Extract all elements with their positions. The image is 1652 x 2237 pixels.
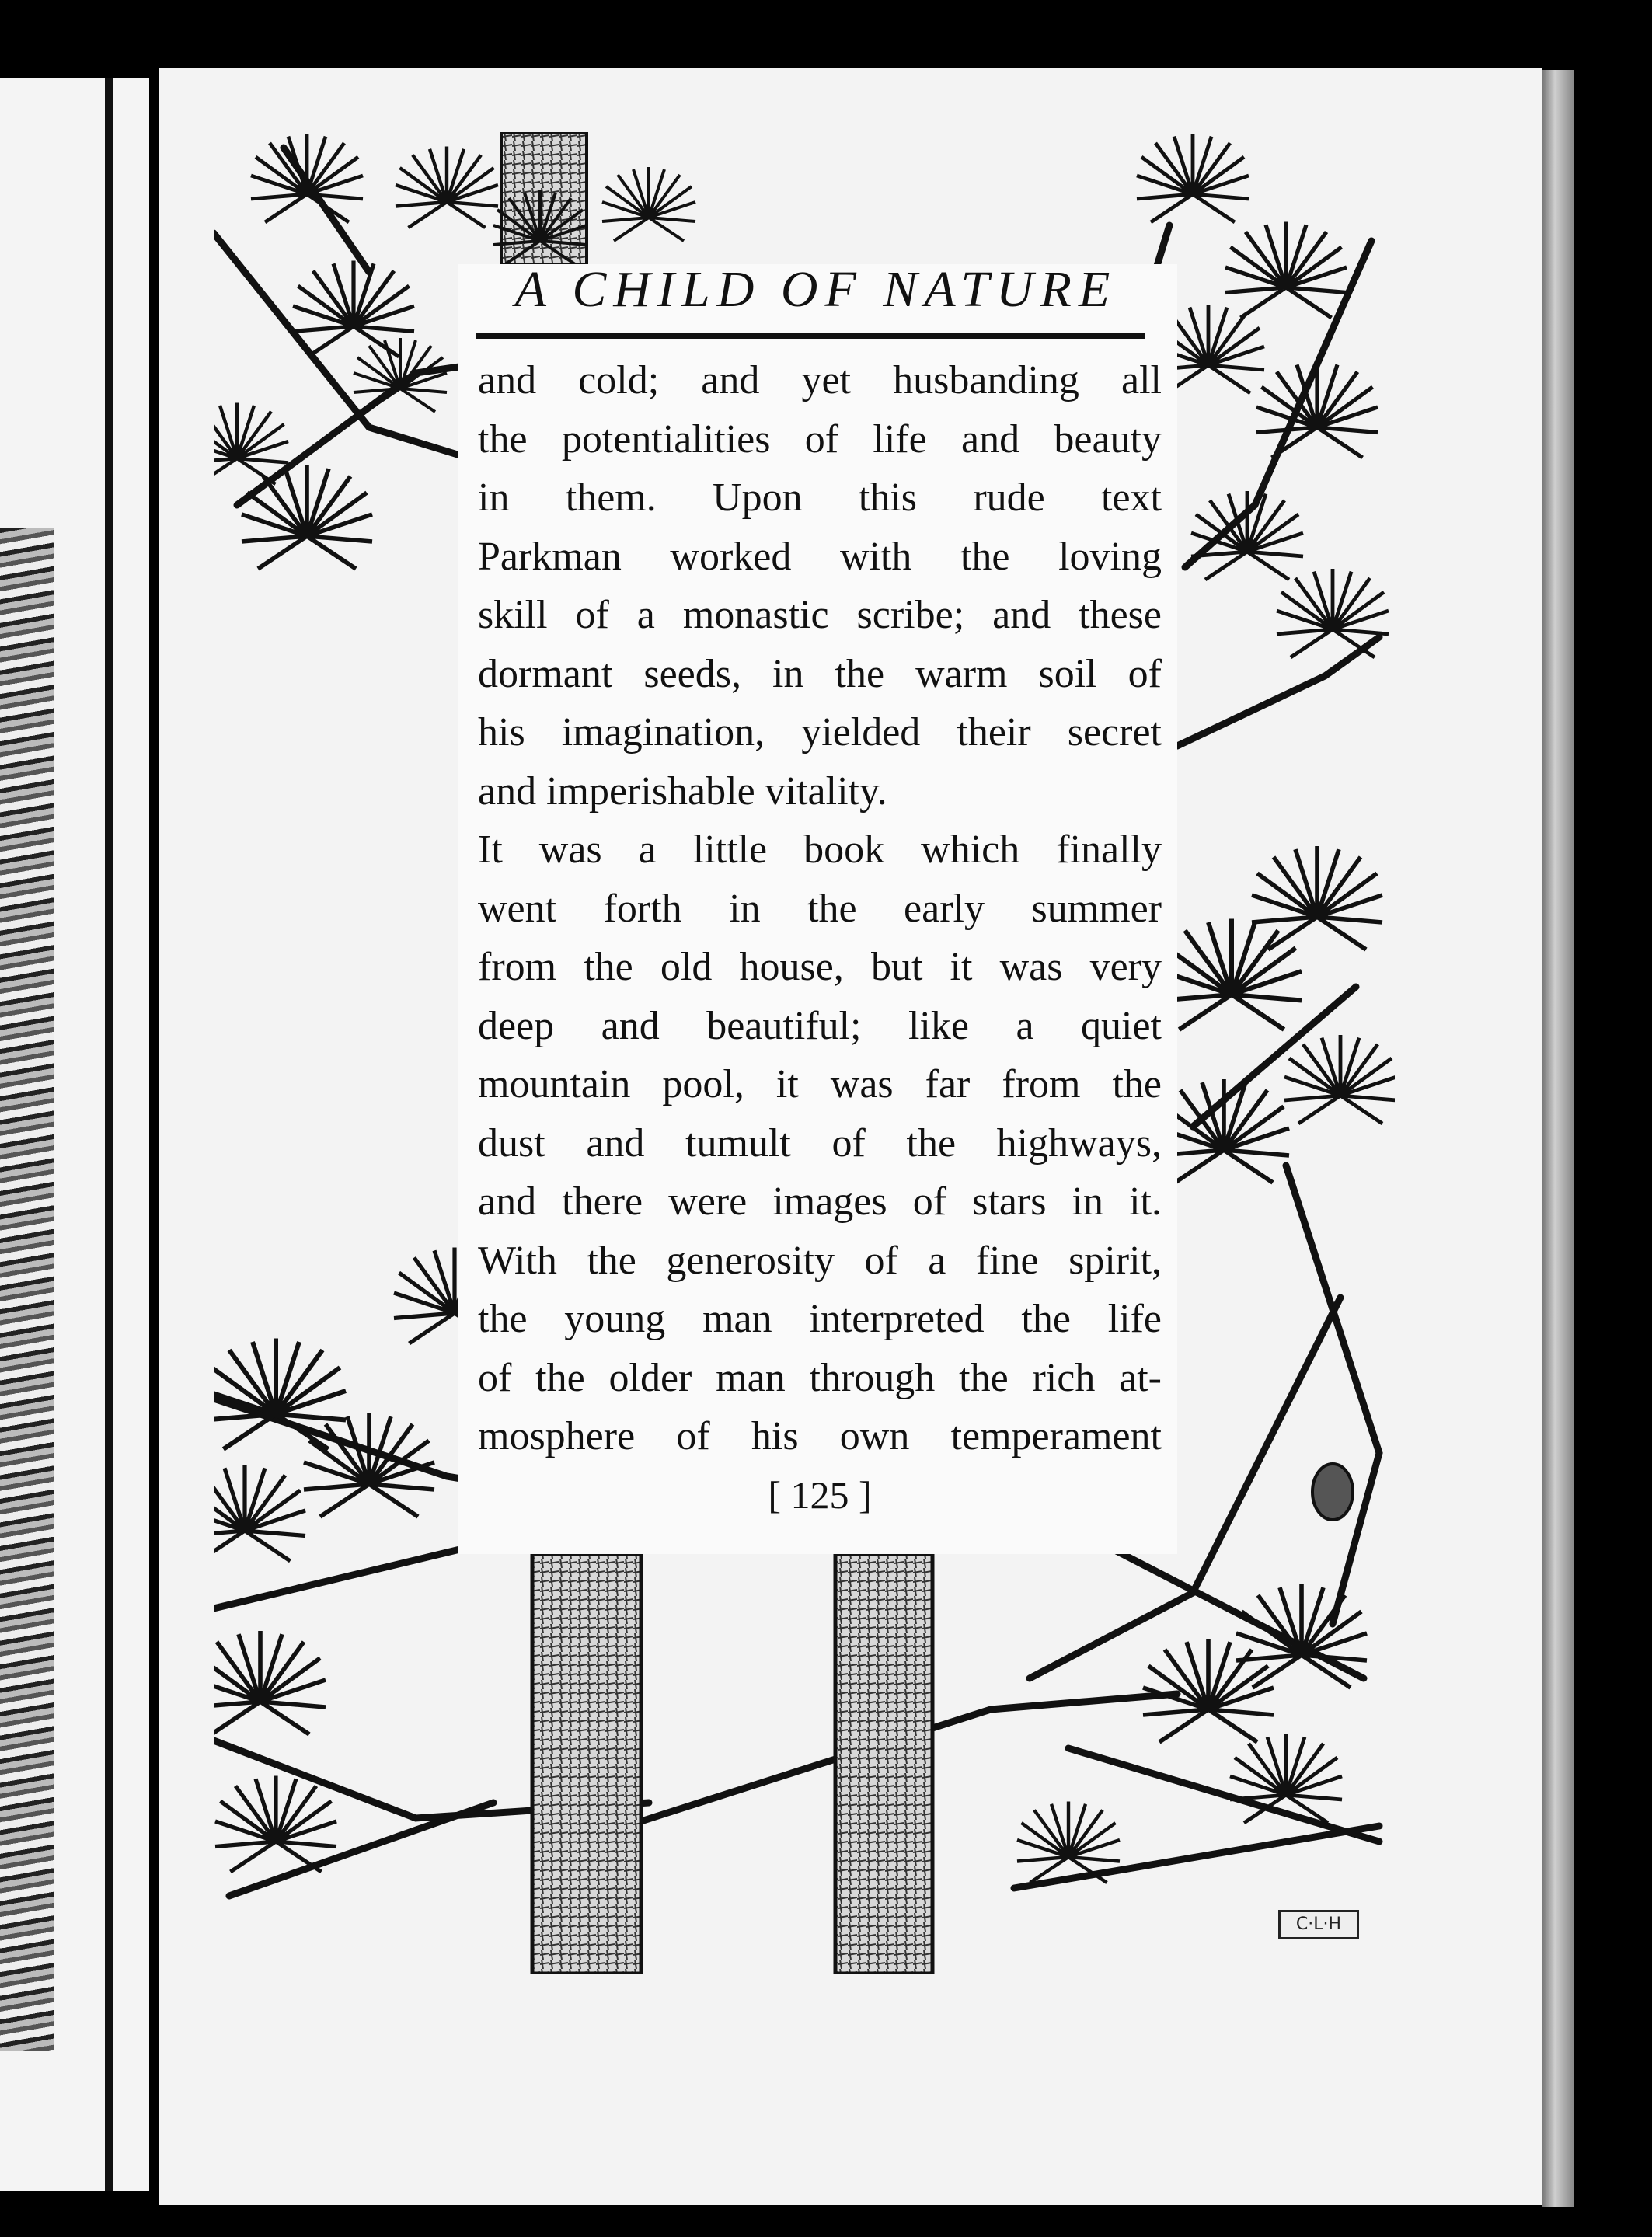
text-line: went forth in the early summer [478, 886, 1162, 931]
text-line: dormant seeds, in the warm soil of [478, 651, 1162, 696]
text-line: and cold; and yet husbanding all [478, 358, 1162, 402]
text-line: his imagination, yielded their secret [478, 710, 1162, 754]
text-line: the potentialities of life and beauty [478, 416, 1162, 462]
running-head: A CHILD OF NATURE [514, 261, 1117, 318]
text-line: mountain pool, it was far from the [478, 1062, 1162, 1106]
page-edge [1542, 70, 1574, 2207]
running-head-rule [476, 333, 1145, 339]
text-line: deep and beautiful; like a quiet [478, 1003, 1162, 1048]
pine-cone [1312, 1464, 1353, 1520]
text-line: mosphere of his own temperament [478, 1414, 1162, 1458]
text-line: Parkman worked with the loving [478, 534, 1162, 579]
text-line: dust and tumult of the highways, [478, 1120, 1162, 1166]
text-line: and there were images of stars in it. [478, 1179, 1162, 1224]
page-number: [ 125 ] [768, 1473, 872, 1517]
illustrator-monogram: C·L·H [1278, 1910, 1359, 1939]
text-line: in them. Upon this rude text [478, 476, 1162, 520]
left-page-illustration-edge [0, 528, 54, 2051]
text-line: With the generosity of a fine spirit, [478, 1238, 1162, 1283]
left-page [0, 78, 149, 2191]
book-gutter [105, 78, 113, 2191]
text-line: the young man interpreted the life [478, 1297, 1162, 1341]
text-line: of the older man through the rich at- [478, 1355, 1162, 1400]
body-text [478, 351, 1162, 1466]
text-line: from the old house, but it was very [478, 945, 1162, 989]
text-line: and imperishable vitality. [478, 768, 887, 814]
lower-trunk-left [532, 1554, 641, 1974]
text-line: skill of a monastic scribe; and these [478, 593, 1162, 637]
text-line: It was a little book which finally [478, 828, 1162, 872]
lower-trunk-right [835, 1554, 932, 1974]
